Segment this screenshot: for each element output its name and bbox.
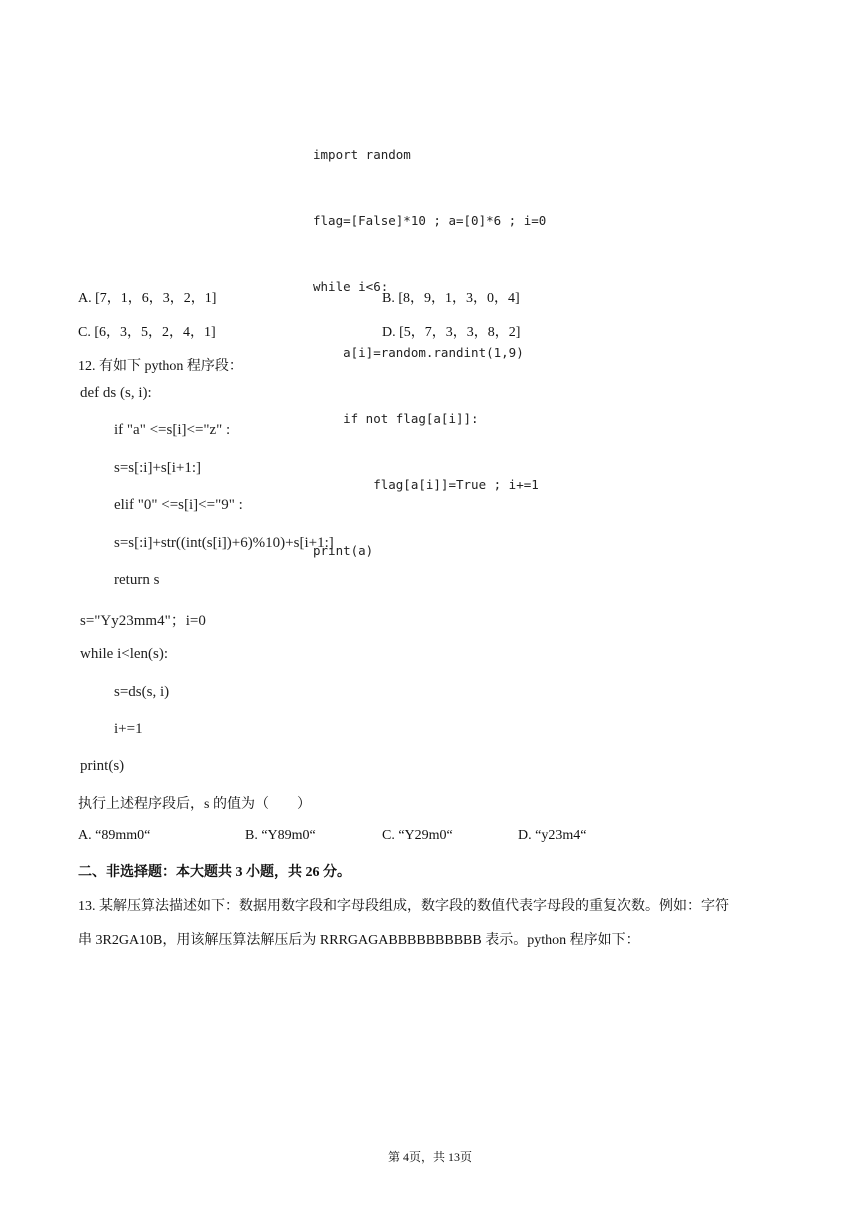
code-line: if not flag[a[i]]: (313, 411, 479, 426)
code-line: flag[a[i]]=True ; i+=1 (313, 477, 539, 492)
code-line: flag=[False]*10 ; a=[0]*6 ; i=0 (313, 213, 547, 228)
q12-option-a: A. “89mm0“ (78, 828, 151, 843)
code-line: import random (313, 147, 411, 162)
code-line: def ds (s, i): (80, 385, 152, 401)
code-line: return s (114, 572, 160, 588)
q12-option-c: C. “Y29m0“ (382, 828, 453, 843)
q12-intro: 12. 有如下 python 程序段： (78, 359, 243, 374)
q11-option-a: A. [7，1，6，3，2，1] (78, 291, 217, 306)
q12-question: 执行上述程序段后，s 的值为（ ） (78, 797, 311, 812)
q11-option-d: D. [5，7，3，3，8，2] (382, 325, 521, 340)
q12-option-b: B. “Y89m0“ (245, 828, 316, 843)
q11-option-b: B. [8，9，1，3，0，4] (382, 291, 520, 306)
q12-option-d: D. “y23m4“ (518, 828, 587, 843)
code-line: print(s) (80, 758, 125, 774)
code-line: if "a" <=s[i]<="z" : (114, 422, 231, 438)
code-line: s=s[:i]+str((int(s[i])+6)%10)+s[i+1:] (114, 535, 334, 551)
section-heading: 二、非选择题：本大题共 3 小题，共 26 分。 (78, 865, 351, 880)
q11-option-c: C. [6，3，5，2，4，1] (78, 325, 216, 340)
q13-line-2: 串 3R2GA10B，用该解压算法解压后为 RRRGAGABBBBBBBBBB 表示。python 程序如下： (78, 933, 640, 948)
code-line: s=s[:i]+s[i+1:] (114, 460, 202, 476)
code-line: print(a) (313, 543, 374, 558)
code-line: s="Yy23mm4"；i=0 (80, 613, 206, 629)
code-line: elif "0" <=s[i]<="9" : (114, 497, 243, 513)
code-line: while i<6: (313, 279, 389, 294)
page-footer: 第 4页，共 13页 (387, 1150, 472, 1164)
code-line: i+=1 (114, 721, 143, 737)
code-line: while i<len(s): (80, 646, 169, 662)
code-line: s=ds(s, i) (114, 684, 170, 700)
q13-line-1: 13. 某解压算法描述如下：数据用数字段和字母段组成，数字段的数值代表字母段的重复次数。例如：字符 (78, 899, 729, 914)
code-block-random (313, 100, 546, 584)
code-line: a[i]=random.randint(1,9) (313, 345, 524, 360)
